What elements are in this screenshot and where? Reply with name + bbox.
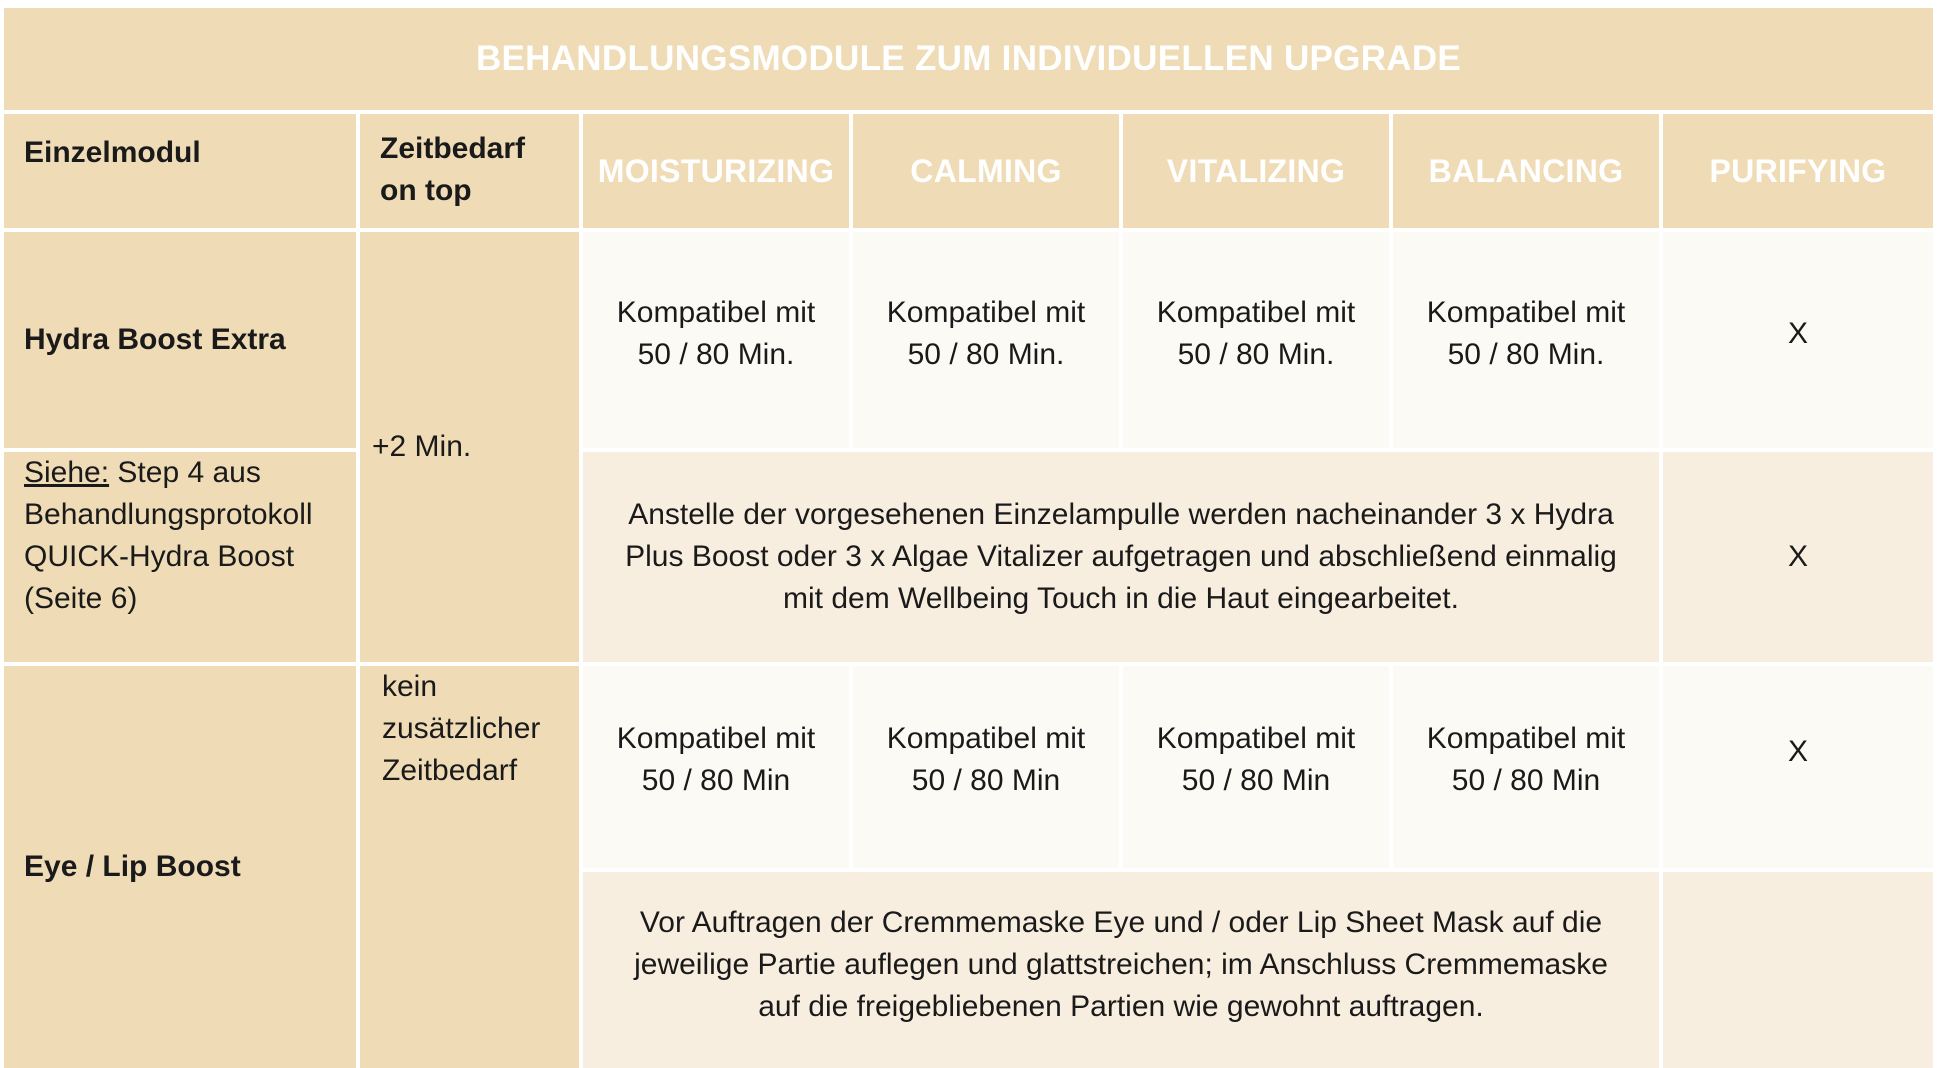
eye-time-line1: kein bbox=[382, 670, 438, 703]
hydra-compat-vitalizing bbox=[1123, 232, 1389, 448]
hydra-compat-calming bbox=[853, 232, 1119, 448]
compat-line1: Kompatibel mit bbox=[886, 722, 1086, 755]
hydra-reference-line2: Behandlungsprotokoll bbox=[24, 498, 313, 531]
compat-line1: Kompatibel mit bbox=[616, 296, 816, 329]
hydra-purifying-mark: X bbox=[1663, 232, 1933, 448]
table-title: BEHANDLUNGSMODULE ZUM INDIVIDUELLEN UPGRADE bbox=[4, 8, 1933, 110]
hydra-reference-step: Step 4 aus bbox=[109, 456, 261, 489]
hydra-reference bbox=[4, 452, 356, 662]
hydra-compat-balancing bbox=[1393, 232, 1659, 448]
eye-compat-balancing bbox=[1393, 666, 1659, 868]
column-balancing: BALANCING bbox=[1393, 114, 1659, 228]
column-vitalizing: VITALIZING bbox=[1123, 114, 1389, 228]
hydra-reference-line1 bbox=[24, 452, 261, 494]
eye-compat-vitalizing bbox=[1123, 666, 1389, 868]
hydra-reference-line3: QUICK-Hydra Boost bbox=[24, 540, 295, 573]
hydra-description-line3: mit dem Wellbeing Touch in die Haut eingearbeitet. bbox=[783, 582, 1459, 615]
compat-line2: 50 / 80 Min. bbox=[907, 338, 1065, 371]
compat-line2: 50 / 80 Min bbox=[1451, 764, 1601, 797]
compat-line1: Kompatibel mit bbox=[886, 296, 1086, 329]
hydra-reference-line4: (Seite 6) bbox=[24, 582, 138, 615]
eye-description-line3: auf die freigebliebenen Partien wie gewohnt auftragen. bbox=[758, 990, 1484, 1023]
eye-module-name: Eye / Lip Boost bbox=[4, 666, 356, 1068]
compat-line2: 50 / 80 Min bbox=[641, 764, 791, 797]
hydra-description-line1: Anstelle der vorgesehenen Einzelampulle werden nacheinander 3 x Hydra bbox=[628, 498, 1614, 531]
compat-line1: Kompatibel mit bbox=[1426, 296, 1626, 329]
hydra-description-purifying-mark: X bbox=[1663, 452, 1933, 662]
hydra-time: +2 Min. bbox=[360, 232, 579, 662]
eye-purifying-mark: X bbox=[1663, 666, 1933, 868]
eye-compat-moisturizing bbox=[583, 666, 849, 868]
compat-line1: Kompatibel mit bbox=[1426, 722, 1626, 755]
compat-line2: 50 / 80 Min. bbox=[637, 338, 795, 371]
compat-line2: 50 / 80 Min. bbox=[1177, 338, 1335, 371]
hydra-description bbox=[583, 452, 1659, 662]
eye-time-line2: zusätzlicher bbox=[382, 712, 541, 745]
eye-description-line1: Vor Auftragen der Cremmemaske Eye und / oder Lip Sheet Mask auf die bbox=[639, 906, 1603, 939]
eye-description-line2: jeweilige Partie auflegen und glattstreichen; im Anschluss Cremmemaske bbox=[634, 948, 1608, 981]
header-time-line2: on top bbox=[380, 174, 472, 207]
hydra-reference-see-link: Siehe: bbox=[24, 456, 110, 489]
compat-line2: 50 / 80 Min. bbox=[1447, 338, 1605, 371]
hydra-compat-moisturizing bbox=[583, 232, 849, 448]
header-time bbox=[360, 114, 579, 228]
eye-time-line3: Zeitbedarf bbox=[382, 754, 518, 787]
compat-line2: 50 / 80 Min bbox=[911, 764, 1061, 797]
compat-line1: Kompatibel mit bbox=[616, 722, 816, 755]
column-calming: CALMING bbox=[853, 114, 1119, 228]
eye-time bbox=[360, 666, 579, 1068]
eye-description-purifying bbox=[1663, 872, 1933, 1068]
compat-line1: Kompatibel mit bbox=[1156, 296, 1356, 329]
header-time-line1: Zeitbedarf bbox=[380, 132, 526, 165]
compat-line1: Kompatibel mit bbox=[1156, 722, 1356, 755]
compat-line2: 50 / 80 Min bbox=[1181, 764, 1331, 797]
hydra-description-line2: Plus Boost oder 3 x Algae Vitalizer aufgetragen und abschließend einmalig bbox=[625, 540, 1617, 573]
eye-description bbox=[583, 872, 1659, 1068]
eye-compat-calming bbox=[853, 666, 1119, 868]
column-moisturizing: MOISTURIZING bbox=[583, 114, 849, 228]
header-module: Einzelmodul bbox=[4, 114, 356, 228]
hydra-module-name: Hydra Boost Extra bbox=[4, 232, 356, 448]
column-purifying: PURIFYING bbox=[1663, 114, 1933, 228]
